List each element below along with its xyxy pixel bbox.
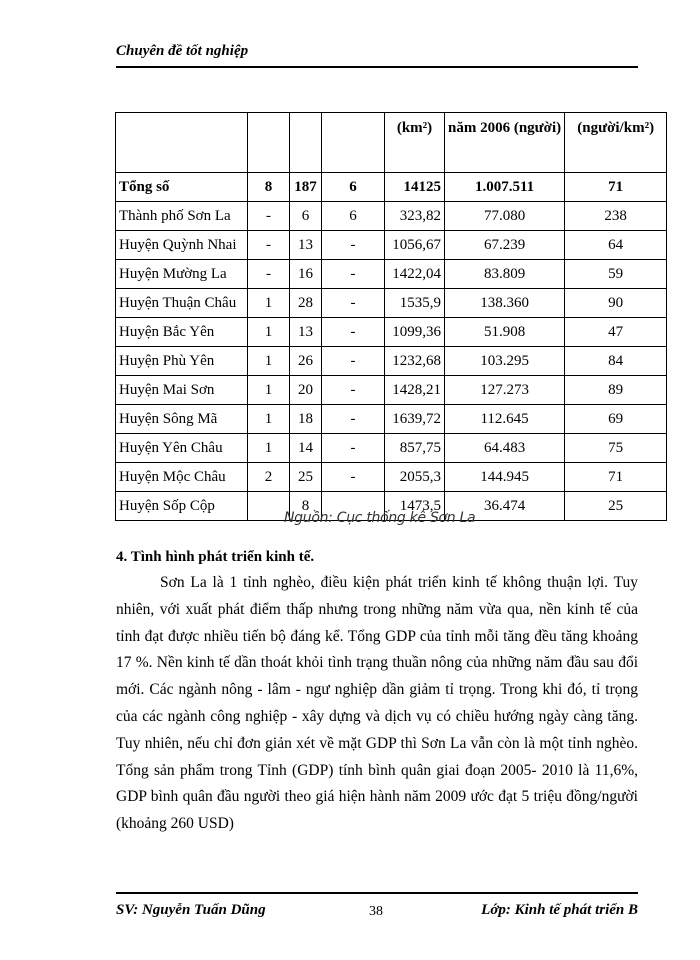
table-cell: 26 [290,347,322,376]
table-cell: 144.945 [445,463,565,492]
table-cell: 103.295 [445,347,565,376]
table-cell: Huyện Quỳnh Nhai [116,231,248,260]
header-title: Chuyên đề tốt nghiệp [116,43,249,59]
table-cell: 13 [290,231,322,260]
body-paragraph [116,570,638,838]
table-cell: 6 [322,202,385,231]
table-cell: 6 [322,173,385,202]
table-row [116,202,667,231]
footer-student: SV: Nguyễn Tuấn Dũng [116,902,266,918]
table-cell: - [322,231,385,260]
table-cell: 6 [290,202,322,231]
table-cell: 90 [565,289,667,318]
table-cell: 25 [565,492,667,521]
table-cell: 28 [290,289,322,318]
table-cell: 187 [290,173,322,202]
table-cell: Tổng số [116,173,248,202]
table-cell: 857,75 [385,434,445,463]
table-cell: 1 [248,289,290,318]
table-cell: 14125 [385,173,445,202]
page-header [116,40,638,68]
table-cell: 238 [565,202,667,231]
table-cell: 67.239 [445,231,565,260]
table-cell: - [322,260,385,289]
table-cell: 20 [290,376,322,405]
table-row [116,434,667,463]
table-cell: 84 [565,347,667,376]
table-cell: 69 [565,405,667,434]
table-cell [290,113,322,173]
table-cell: Huyện Phù Yên [116,347,248,376]
table-cell: 1 [248,347,290,376]
table-cell: Huyện Mộc Châu [116,463,248,492]
table-cell: 8 [248,173,290,202]
table-source: Nguồn: Cục thống kê Sơn La [284,510,476,526]
table-cell: 1535,9 [385,289,445,318]
table-cell: 1639,72 [385,405,445,434]
table-cell: Huyện Mai Sơn [116,376,248,405]
table-row [116,260,667,289]
table-row [116,405,667,434]
table-cell: (km²) [385,113,445,173]
table-cell: 138.360 [445,289,565,318]
table-cell: Huyện Sốp Cộp [116,492,248,521]
table-cell: 18 [290,405,322,434]
table-row [116,347,667,376]
table-cell: 2 [248,463,290,492]
table-cell: 1473,5 [385,492,445,521]
table-cell: 59 [565,260,667,289]
table-cell: 1 [248,376,290,405]
table-cell: năm 2006 (người) [445,113,565,173]
table-cell: 1232,68 [385,347,445,376]
page-footer [116,892,638,924]
table-total-row [116,173,667,202]
table-cell: 51.908 [445,318,565,347]
table-cell: Huyện Thuận Châu [116,289,248,318]
table-row [116,463,667,492]
table-cell: 1 [248,434,290,463]
table-cell: 83.809 [445,260,565,289]
table-cell: 1422,04 [385,260,445,289]
table-cell: 16 [290,260,322,289]
table-cell: 13 [290,318,322,347]
page-number: 38 [369,904,383,919]
table-cell: Thành phố Sơn La [116,202,248,231]
table-row [116,318,667,347]
table-cell: 8 [290,492,322,521]
table-cell: 14 [290,434,322,463]
table-cell: 25 [290,463,322,492]
table-cell: 1056,67 [385,231,445,260]
table-cell: 1 [248,318,290,347]
table-cell: - [248,202,290,231]
table-cell: - [322,434,385,463]
table-cell: 77.080 [445,202,565,231]
district-stats-table [115,112,667,521]
table-cell: Huyện Yên Châu [116,434,248,463]
table-cell: - [248,260,290,289]
table-row [116,376,667,405]
table-cell: 64 [565,231,667,260]
table-cell: 75 [565,434,667,463]
table-cell: 64.483 [445,434,565,463]
table-header-row [116,113,667,173]
table-cell: 71 [565,173,667,202]
table-cell: - [322,405,385,434]
table-cell: - [322,463,385,492]
table-cell: 2055,3 [385,463,445,492]
table-cell: 1 [248,405,290,434]
table-cell: 36.474 [445,492,565,521]
table-cell: 1099,36 [385,318,445,347]
table-cell: 89 [565,376,667,405]
table-cell: - [248,231,290,260]
table-cell [116,113,248,173]
table-row [116,289,667,318]
table-cell: 127.273 [445,376,565,405]
table-cell: - [322,347,385,376]
table-cell [248,113,290,173]
table-cell: - [322,318,385,347]
table-cell: Huyện Sông Mã [116,405,248,434]
table-row [116,231,667,260]
table-cell: - [322,289,385,318]
table-cell: 1.007.511 [445,173,565,202]
table-cell [322,113,385,173]
table-cell: - [322,376,385,405]
table-cell: 323,82 [385,202,445,231]
table-cell: Huyện Bắc Yên [116,318,248,347]
footer-class: Lớp: Kinh tế phát triển B [481,902,638,918]
table-cell: 1428,21 [385,376,445,405]
table-cell: 112.645 [445,405,565,434]
table-cell: Huyện Mường La [116,260,248,289]
paragraph-text: Sơn La là 1 tỉnh nghèo, điều kiện phát triển kinh tế không thuận lợi. Tuy nhiên, với xuất phát điểm thấp nhưng trong những năm vừa qua, nền kinh tế của tỉnh đạt được nhiều tiến bộ đáng kể. Tổng GDP của tỉnh mỗi tăng đều tăng khoảng 17 %. Nền kinh tế dần thoát khỏi tình trạng thuần nông của những năm đầu sau đổi mới. Các ngành nông - lâm - ngư nghiệp dần giảm tỉ trọng. Trong khi đó, tỉ trọng của các ngành công nghiệp - xây dựng và dịch vụ có chiều hướng ngày càng tăng. Tuy nhiên, nếu chỉ đơn giản xét về mặt GDP thì Sơn La vẫn còn là một tỉnh nghèo. Tổng sản phẩm trong Tỉnh (GDP) tính bình quân giai đoạn 2005- 2010 là 11,6%, GDP bình quân đầu người theo giá hiện hành năm 2009 ước đạt 5 triệu đồng/người (khoảng 260 USD) [116,574,638,833]
table-cell: 47 [565,318,667,347]
table-cell: 71 [565,463,667,492]
section-title: 4. Tình hình phát triển kinh tế. [116,549,315,565]
table-cell: (người/km²) [565,113,667,173]
